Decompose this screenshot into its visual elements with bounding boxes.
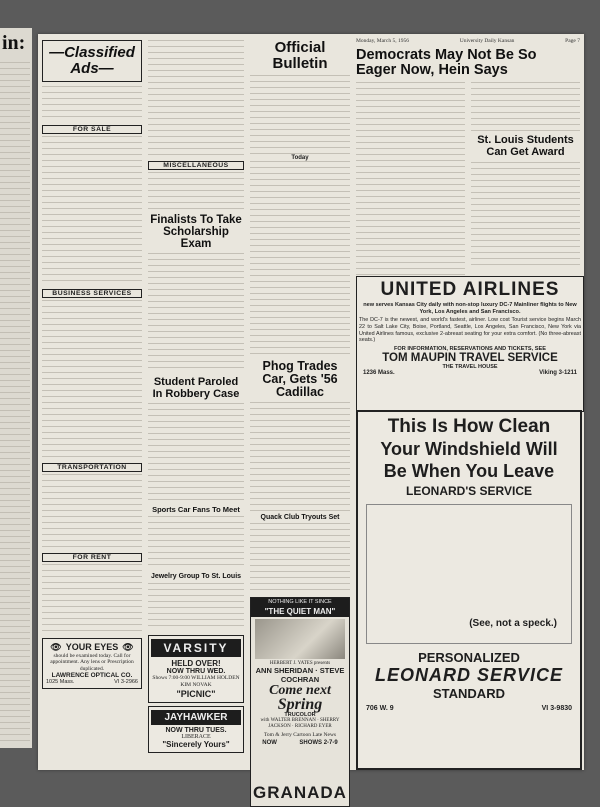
service-word: SERVICE [476, 665, 564, 685]
leonard-personalized: PERSONALIZED [418, 650, 520, 665]
phog-story [250, 402, 350, 512]
for-sale-listings [42, 136, 142, 286]
leonard-word: LEONARD [374, 665, 471, 685]
granada-film-line2: Spring [277, 696, 323, 714]
united-route-text: new serves Kansas City daily with non-stop luxury DC-7 Mainliner flights to New York, Los Angeles and San Francisco. [363, 302, 577, 315]
classified-continued-text [148, 40, 244, 158]
granada-color: TRUCOLOR [284, 712, 316, 719]
maupin-agency-name: TOM MAUPIN TRAVEL SERVICE [382, 352, 558, 365]
granada-producer: HERBERT J. YATES presents [269, 661, 331, 667]
jayhawker-logo: JAYHAWKER [151, 710, 241, 725]
optical-ad-company: LAWRENCE OPTICAL CO. [51, 672, 133, 680]
bulletin-today-label: Today [291, 154, 309, 161]
granada-prior-film: "THE QUIET MAN" [251, 606, 349, 617]
masthead-date: Monday, March 5, 1956 [356, 38, 409, 44]
eye-icon: 👁 [122, 641, 134, 652]
for-rent-listings [42, 564, 142, 634]
optical-ad-address: 1025 Mass. [46, 679, 75, 686]
optical-ad-body: should be examined today. Call for appointment. Any lens or Prescription duplicated. [50, 652, 134, 672]
granada-tagline: NOTHING LIKE IT SINCE [251, 598, 349, 606]
leonard-name-line: LEONARD'S SERVICE [406, 484, 532, 498]
bulletin-listings [250, 161, 350, 356]
previous-page-text [0, 62, 30, 742]
jayhawker-star: LIBERACE [181, 733, 211, 740]
right-news-area [356, 48, 580, 276]
democrats-story [356, 82, 465, 276]
optical-ad-phone: VI 3-2966 [114, 679, 138, 686]
jayhawker-dates: NOW THRU TUES. [165, 726, 227, 734]
quack-story [250, 523, 350, 593]
classified-column [42, 40, 142, 766]
news-column-3 [250, 39, 350, 803]
paroled-headline: Student Paroled In Robbery Case [152, 376, 240, 400]
previous-page-fragment: in: [2, 32, 26, 54]
classified-title: —Classified Ads— [42, 40, 142, 82]
stlouis-headline: St. Louis Students Can Get Award [477, 134, 574, 158]
for-sale-heading: FOR SALE [42, 125, 142, 134]
news-column-2 [148, 40, 244, 766]
varsity-ad [148, 635, 244, 703]
quack-headline: Quack Club Tryouts Set [260, 513, 340, 521]
jewelry-story [148, 583, 244, 631]
masthead-paper: University Daily Kansan [459, 38, 515, 44]
finalists-story [148, 253, 244, 373]
masthead-page: Page 7 [565, 38, 580, 44]
business-services-listings [42, 300, 142, 460]
united-tourist-text: The DC-7 is the newest, and world's fastest, airliner. Low cost Tourist service begins March 22 to Salt Lake City, Boise, Portland, Seattle, Los Angeles, San Francisco, New York via United Airlines famous, exclusive 2-abreast seating for your extra comfort. (No three-abreast seats.) [359, 317, 581, 344]
leonard-address: 706 W. 9 [366, 705, 394, 712]
business-services-heading: BUSINESS SERVICES [42, 289, 142, 298]
jayhawker-ad [148, 706, 244, 753]
bulletin-intro [250, 75, 350, 155]
varsity-held-over: HELD OVER! [171, 658, 221, 668]
paroled-story [148, 403, 244, 503]
leonard-phone: VI 3-9830 [541, 705, 572, 712]
leonard-headline-3: Be When You Leave [383, 461, 555, 481]
eye-icon: 👁 [50, 641, 62, 652]
newspaper-page [38, 34, 584, 803]
sports-car-story [148, 516, 244, 570]
miscellaneous-listings [148, 172, 244, 210]
varsity-logo: VARSITY [151, 639, 241, 657]
for-rent-heading: FOR RENT [42, 553, 142, 562]
granada-film-line1: Come next [269, 683, 331, 699]
granada-extras: Tom & Jerry Cartoon Late News [263, 732, 337, 739]
varsity-stars: Shows 7:00-9:00 WILLIAM HOLDEN KIM NOVAK [152, 674, 240, 688]
granada-ad [250, 597, 350, 807]
maupin-agency-sub: THE TRAVEL HOUSE [442, 364, 498, 371]
varsity-film: "PICNIC" [176, 688, 216, 699]
leonard-service-ad [356, 410, 582, 770]
transportation-heading: TRANSPORTATION [42, 463, 142, 472]
leonard-see-note: (See, not a speck.) [469, 618, 557, 629]
masthead [356, 38, 580, 44]
democrats-headline: Democrats May Not Be So Eager Now, Hein Says [356, 47, 537, 79]
granada-shows: SHOWS 2-7-9 [299, 740, 338, 747]
phog-headline: Phog Trades Car, Gets '56 Cadillac [262, 358, 338, 399]
finalists-headline: Finalists To Take Scholarship Exam [150, 214, 242, 251]
granada-stars: ANN SHERIDAN · STEVE COCHRAN [255, 666, 345, 685]
windshield-blank-area [366, 504, 572, 644]
transportation-listings [42, 474, 142, 550]
bulletin-title: Official Bulletin [272, 39, 328, 72]
democrats-story-continued [471, 82, 580, 132]
granada-logo: GRANADA [253, 783, 347, 803]
leonard-headline-2: Your Windshield Will [380, 439, 558, 459]
maupin-phone: Viking 3-1211 [539, 370, 577, 377]
stlouis-story [471, 162, 580, 268]
leonard-headline-1: This Is How Clean [387, 416, 551, 437]
sports-car-headline: Sports Car Fans To Meet [152, 505, 240, 515]
previous-page-edge [0, 28, 32, 748]
classified-intro-text [42, 86, 142, 122]
jayhawker-film: "Sincerely Yours" [162, 739, 230, 749]
optical-ad [42, 638, 142, 690]
granada-now: NOW [262, 740, 277, 747]
optical-ad-title: YOUR EYES [65, 642, 119, 652]
united-airlines-ad [356, 276, 584, 412]
leonard-standard: STANDARD [433, 686, 505, 701]
varsity-dates: NOW THRU WED. [166, 667, 226, 675]
united-info-line: FOR INFORMATION, RESERVATIONS AND TICKETS, SEE [394, 346, 546, 353]
granada-poster-photo [255, 619, 345, 659]
jewelry-headline: Jewelry Group To St. Louis [150, 573, 242, 581]
miscellaneous-heading: MISCELLANEOUS [148, 161, 244, 170]
maupin-address: 1236 Mass. [363, 370, 395, 377]
granada-cast: with WALTER BRENNAN · SHERRY JACKSON · RICHARD EYER [260, 718, 340, 730]
united-airlines-logo: UNITED AIRLINES [380, 279, 560, 300]
